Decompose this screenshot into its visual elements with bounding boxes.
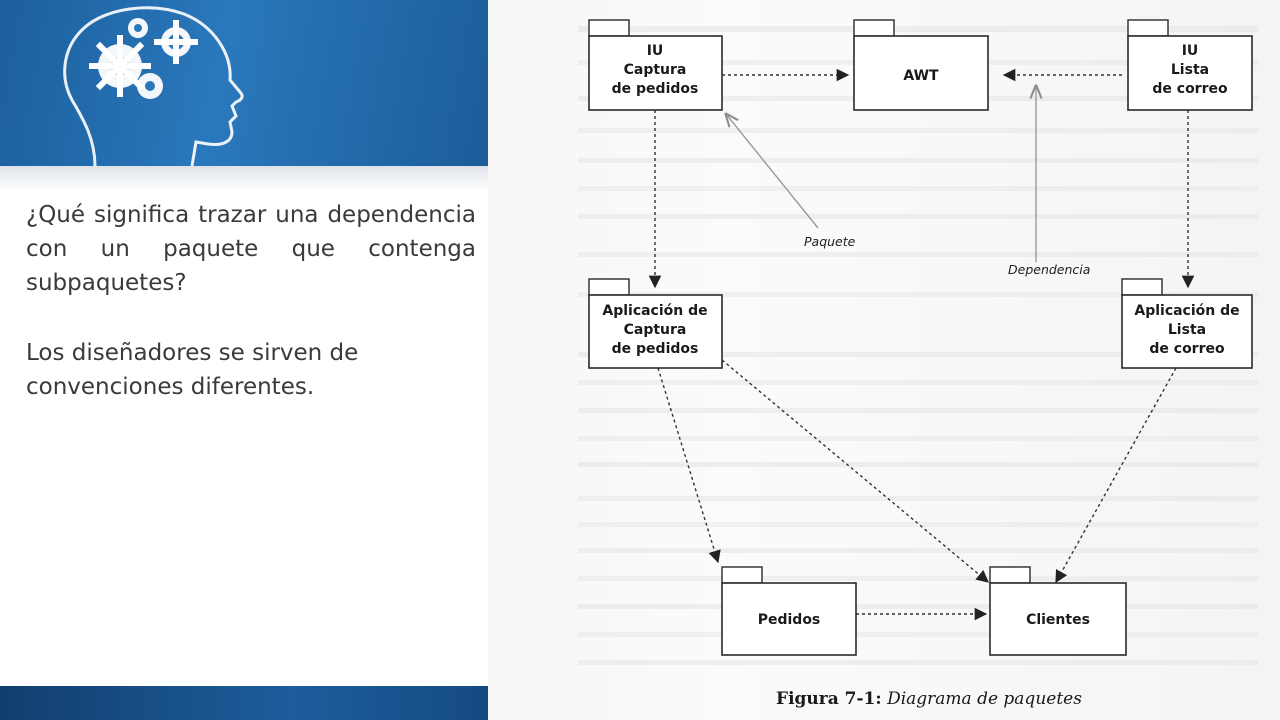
package-label: Aplicación de — [602, 303, 708, 319]
caption-title: Diagrama de paquetes — [887, 689, 1082, 709]
question-text: ¿Qué significa trazar una dependencia con un paquete que contenga subpaquetes? — [26, 202, 476, 296]
package-label: IU — [1181, 43, 1199, 59]
package-diagram — [488, 0, 1280, 720]
package-label: Captura — [623, 62, 687, 78]
figure-caption — [776, 689, 1082, 709]
package-label: Lista — [1170, 62, 1210, 78]
package-label: IU — [646, 43, 664, 59]
package-label: Aplicación de — [1134, 303, 1240, 319]
package-label: Captura — [623, 322, 687, 338]
package-label: AWT — [903, 68, 939, 84]
package-label: de pedidos — [611, 81, 699, 97]
package-label: de correo — [1152, 81, 1228, 97]
annotation-pointers — [726, 86, 1036, 262]
package-label: de correo — [1149, 341, 1225, 357]
package-iu-captura — [589, 20, 722, 110]
scanned-book-page — [488, 0, 1280, 720]
header-shadow — [0, 166, 488, 192]
package-label: Pedidos — [757, 612, 821, 628]
dependency-note-label: Dependencia — [1008, 262, 1091, 277]
footer-bar — [0, 686, 488, 720]
caption-number: Figura 7-1: — [776, 689, 882, 709]
package-label: Clientes — [1026, 612, 1090, 628]
package-label: de pedidos — [611, 341, 699, 357]
header-banner — [0, 0, 488, 166]
package-label: Lista — [1167, 322, 1207, 338]
slide-left-panel — [0, 0, 488, 720]
package-awt — [854, 20, 988, 110]
package-note-label: Paquete — [804, 234, 856, 249]
dependency-arrows — [655, 75, 1188, 614]
package-iu-lista — [1128, 20, 1252, 110]
answer-text: Los diseñadores se sirven de convenciones diferentes. — [26, 340, 359, 400]
head-gears-icon — [0, 0, 488, 166]
